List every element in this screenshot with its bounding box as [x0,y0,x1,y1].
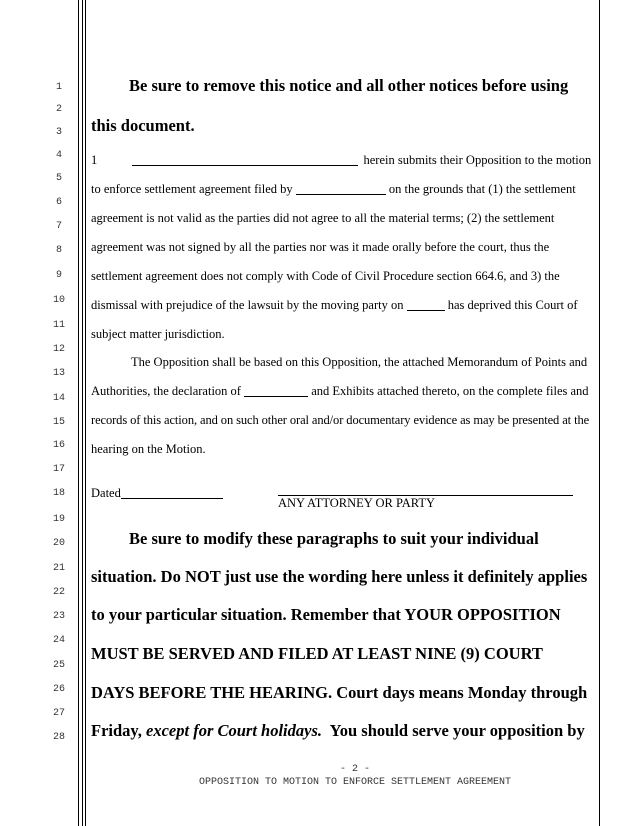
line-number: 26 [52,684,65,695]
line-number: 12 [52,344,65,355]
line-number: 20 [52,538,65,549]
line-number: 18 [52,488,65,499]
notice-heading-line: DAYS BEFORE THE HEARING. Court days means Monday through [91,683,588,702]
line-number: 5 [55,173,62,184]
line-number: 19 [52,514,65,525]
signature-label: ANY ATTORNEY OR PARTY [278,496,436,510]
paragraph-line [91,182,599,197]
line-number: 4 [55,150,62,161]
paragraph-line: settlement agreement does not comply with Code of Civil Procedure section 664.6, and 3) the [91,269,560,283]
footer-title: OPPOSITION TO MOTION TO ENFORCE SETTLEMENT AGREEMENT [198,777,512,788]
declarant-blank [244,384,308,397]
right-margin-rule [599,0,600,826]
paragraph-text: dismissal with prejudice of the lawsuit by the moving party on [91,298,404,312]
paragraph-line: hearing on the Motion. [91,442,206,456]
party-name-blank [132,153,358,166]
left-margin-rule-inner [82,0,83,826]
paragraph-line: subject matter jurisdiction. [91,327,225,341]
left-margin-rule-outer [78,0,79,826]
paragraph-line: agreement was not signed by all the parties nor was it made orally before the court, thus the [91,240,550,254]
notice-text: You should serve your opposition by [322,721,585,740]
date-blank [121,486,223,499]
line-number: 16 [52,440,65,451]
notice-text-italic: except for Court holidays. [146,721,323,740]
paragraph-text: herein submits their Opposition to the motion [363,153,592,167]
notice-heading-line [91,721,585,741]
line-number: 27 [52,708,65,719]
notice-text: Friday, [91,721,147,740]
line-number: 14 [52,393,65,404]
dismissal-date-blank [407,298,445,311]
notice-heading-line: this document. [91,116,195,135]
line-number: 9 [55,270,62,281]
line-number: 15 [52,417,65,428]
line-number: 13 [52,368,65,379]
party-number: 1 [91,153,98,167]
line-number: 22 [52,587,65,598]
line-number: 25 [52,660,65,671]
notice-heading-line: Be sure to modify these paragraphs to suit your individual [129,529,539,548]
line-number: 7 [55,221,62,232]
paragraph-text: Authorities, the declaration of [91,384,241,398]
line-number: 3 [55,127,62,138]
line-number: 2 [55,104,62,115]
line-number: 21 [52,563,65,574]
line-number: 6 [55,197,62,208]
line-number: 24 [52,635,65,646]
line-number: 10 [52,295,65,306]
paragraph-line: records of this action, and on such other oral and/or documentary evidence as may be presented at the [91,413,590,427]
paragraph-line: agreement is not valid as the parties did not agree to all the material terms; (2) the settlement [91,211,555,225]
line-number: 1 [55,82,62,93]
line-number: 8 [55,245,62,256]
line-number: 17 [52,464,65,475]
notice-heading-line: MUST BE SERVED AND FILED AT LEAST NINE (9) COURT [91,644,543,663]
notice-heading-line: situation. Do NOT just use the wording here unless it definitely applies [91,567,588,586]
line-number: 11 [52,320,65,331]
paragraph-line [91,298,599,313]
page-number: - 2 - [339,764,370,775]
line-number: 23 [52,611,65,622]
paragraph-text: has deprived this Court of [447,298,578,312]
dated-label: Dated [91,486,121,500]
left-margin-rule-third [85,0,86,826]
paragraph-line: The Opposition shall be based on this Opposition, the attached Memorandum of Points and [131,355,588,369]
paragraph-line [91,153,599,168]
paragraph-text: and Exhibits attached thereto, on the complete files and [311,384,589,398]
moving-party-blank [296,182,386,195]
paragraph-line [91,384,599,399]
line-number: 28 [52,732,65,743]
paragraph-text: to enforce settlement agreement filed by [91,182,293,196]
notice-heading-line: Be sure to remove this notice and all other notices before using [129,76,569,95]
paragraph-text: on the grounds that (1) the settlement [388,182,576,196]
notice-heading-line: to your particular situation. Remember that YOUR OPPOSITION [91,605,561,624]
